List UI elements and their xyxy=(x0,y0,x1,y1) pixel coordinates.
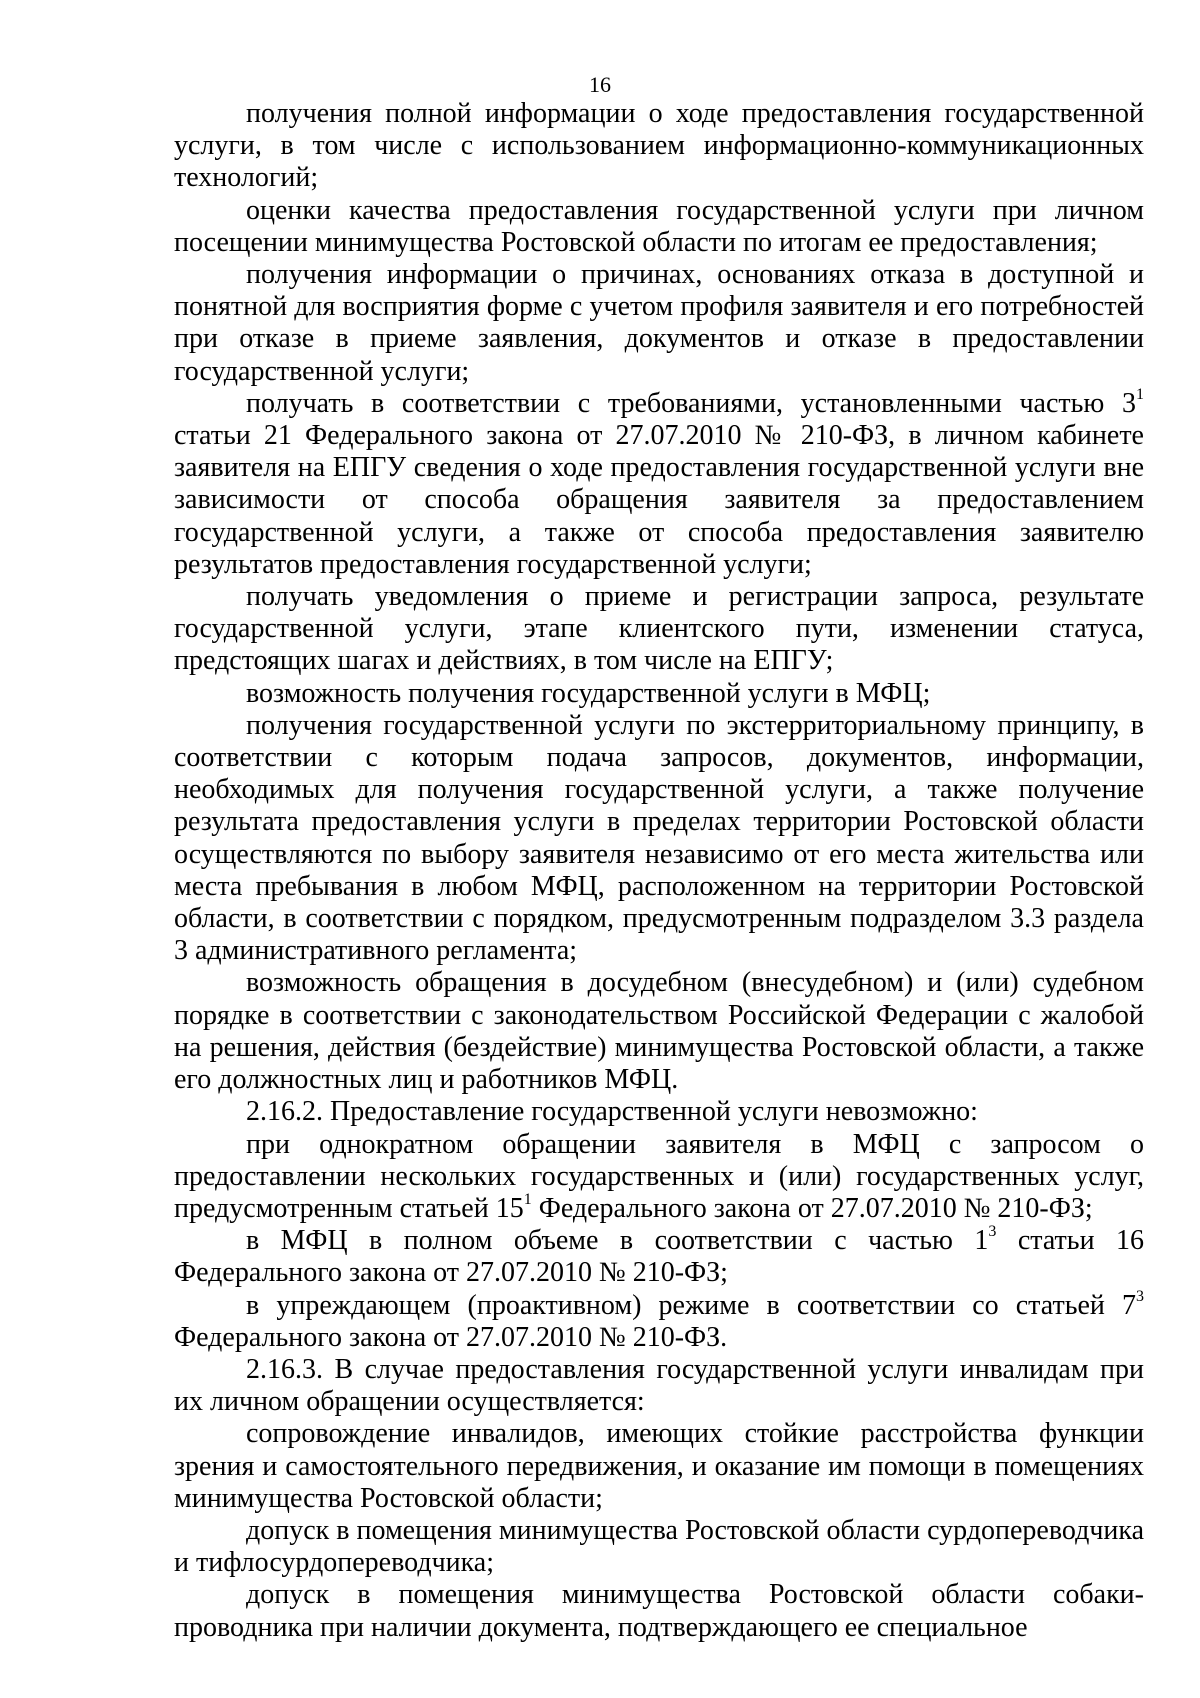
superscript-marker: 1 xyxy=(523,1190,532,1208)
superscript-marker: 1 xyxy=(1136,385,1144,403)
paragraph-info-progress: получения полной информации о ходе предоставления государственной услуги, в том числе с использованием информационно-коммуникационных технологий; xyxy=(174,98,1144,194)
paragraph-guide-dog: допуск в помещения минимущества Ростовской области собаки-проводника при наличии документа, подтверждающего ее специальное xyxy=(174,1579,1144,1643)
paragraph-notifications: получать уведомления о приеме и регистрации запроса, результате государственной услуги, этапе клиентского пути, изменении статуса, предстоящих шагах и действиях, в том числе на ЕПГУ; xyxy=(174,581,1144,677)
paragraph-single-request: при однократном обращении заявителя в МФЦ с запросом о предоставлении нескольких государственных и (или) государственных услуг, предусмотренным статьей $15^1$ Федерального закона от 27.07.2010 № 210-ФЗ; xyxy=(174,1128,1144,1224)
page-number: 16 xyxy=(589,72,611,97)
paragraph-escort-disabled: сопровождение инвалидов, имеющих стойкие расстройства функции зрения и самостоятельного передвижения, и оказание им помощи в помещениях минимущества Ростовской области; xyxy=(174,1418,1144,1514)
paragraph-personal-account: получать в соответствии с требованиями, установленными частью $3^1$ статьи 21 Федерального закона от 27.07.2010 № 210-ФЗ, в личном кабинете заявителя на ЕПГУ сведения о ходе предоставления государственной услуги вне зависимости от способа обращения заявителя за предоставлением государственной услуги, а также от способа предоставления заявителю результатов предоставления государственной услуги; xyxy=(174,385,1144,580)
paragraph-quality-assessment: оценки качества предоставления государственной услуги при личном посещении минимущества Ростовской области по итогам ее предоставления; xyxy=(174,194,1144,258)
paragraph-refusal-reasons: получения информации о причинах, основаниях отказа в доступной и понятной для восприятия форме с учетом профиля заявителя и его потребностей при отказе в приеме заявления, документов и отказе в предоставлении государственной услуги; xyxy=(174,259,1144,387)
paragraph-sign-interpreter: допуск в помещения минимущества Ростовской области сурдопереводчика и тифлосурдопереводчика; xyxy=(174,1514,1144,1579)
paragraph-mfc-option: возможность получения государственной услуги в МФЦ; xyxy=(246,677,931,709)
paragraph-mfc-full-scope: в МФЦ в полном объеме в соответствии с частью $1^3$ статьи 16 Федерального закона от 27.07.2010 № 210-ФЗ; xyxy=(174,1223,1144,1289)
document-body xyxy=(174,98,1144,1644)
section-2-16-3-heading: 2.16.3. В случае предоставления государственной услуги инвалидам при их личном обращении осуществляется: xyxy=(174,1353,1144,1418)
superscript-marker: 3 xyxy=(988,1223,997,1241)
paragraph-appeal: возможность обращения в досудебном (внесудебном) и (или) судебном порядке в соответствии с законодательством Российской Федерации с жалобой на решения, действия (бездействие) минимущества Ростовской области, а также его должностных лиц и работников МФЦ. xyxy=(174,967,1144,1096)
paragraph-proactive-mode: в упреждающем (проактивном) режиме в соответствии со статьей $7^3$ Федерального закона от 27.07.2010 № 210-ФЗ. xyxy=(174,1287,1144,1353)
paragraph-extraterritorial: получения государственной услуги по экстерриториальному принципу, в соответствии с которым подача запросов, документов, информации, необходимых для получения государственной услуги, а также получение результата предоставления услуги в пределах территории Ростовской области осуществляются по выбору заявителя независимо от его места жительства или места пребывания в любом МФЦ, расположенном на территории Ростовской области, в соответствии с порядком, предусмотренным подразделом 3.3 раздела 3 административного регламента; xyxy=(174,709,1144,967)
section-2-16-2-heading: 2.16.2. Предоставление государственной услуги невозможно: xyxy=(246,1096,978,1128)
superscript-marker: 3 xyxy=(1136,1287,1144,1305)
